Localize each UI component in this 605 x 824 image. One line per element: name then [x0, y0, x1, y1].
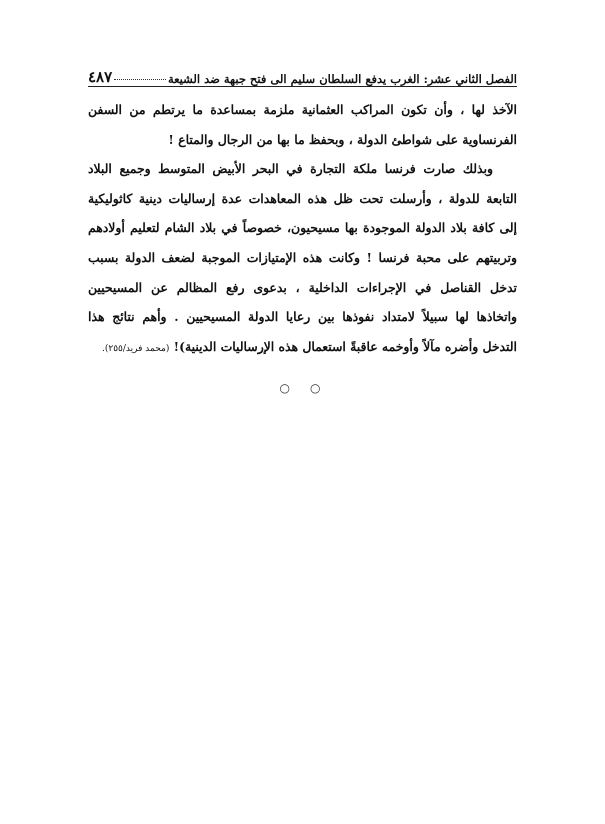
text-line: واتخاذها لها سبيلاً لامتداد نفوذها بين رعايا الدولة المسيحيين . وأهم نتائج هذا [88, 309, 517, 325]
text-line: وتربيتهم على محبة فرنسا ! وكانت هذه الإمتيازات الموجبة لضعف الدولة بسبب [88, 249, 517, 265]
running-header [88, 56, 517, 87]
citation: (محمد فريد/٢٥٥). [101, 343, 170, 354]
section-separator [270, 378, 330, 398]
text-line: إلى كافة بلاد الدولة الموجودة بها مسيحيون، خصوصاً في بلاد الشام لتعليم أولادهم [88, 220, 517, 236]
circle-ornament-icon: ○ [279, 381, 290, 395]
body-text [88, 95, 517, 364]
chapter-title: الفصل الثاني عشر: الغرب يدفع السلطان سليم الى فتح جبهة ضد الشيعة [167, 72, 517, 86]
page-number: ٤٨٧ [88, 68, 113, 86]
text-line-content: التدخل وأضره مآلاً وأوخمه عاقبةً استعمال هذه الإرساليات الدينية)! [173, 338, 517, 354]
text-line: الآخذ لها ، وأن تكون المراكب العثمانية ملزمة بمساعدة ما يرتطم من السفن [88, 102, 517, 117]
circle-ornament-icon: ○ [310, 381, 321, 395]
text-line-last [88, 332, 517, 365]
text-line: وبذلك صارت فرنسا ملكة التجارة في البحر الأبيض المتوسط وجميع البلاد [88, 161, 493, 177]
text-line: التابعة للدولة ، وأرسلت تحت ظل هذه المعاهدات عدة إرساليات دينية كاثوليكية [88, 190, 517, 206]
text-line: الفرنساوية على شواطئ الدولة ، وبحفظ ما بها من الرجال والمتاع ! [168, 131, 517, 147]
header-leader-dots [114, 79, 166, 80]
text-line: تدخل القناصل في الإجراءات الداخلية ، بدعوى رفع المظالم عن المسيحيين [88, 279, 517, 295]
